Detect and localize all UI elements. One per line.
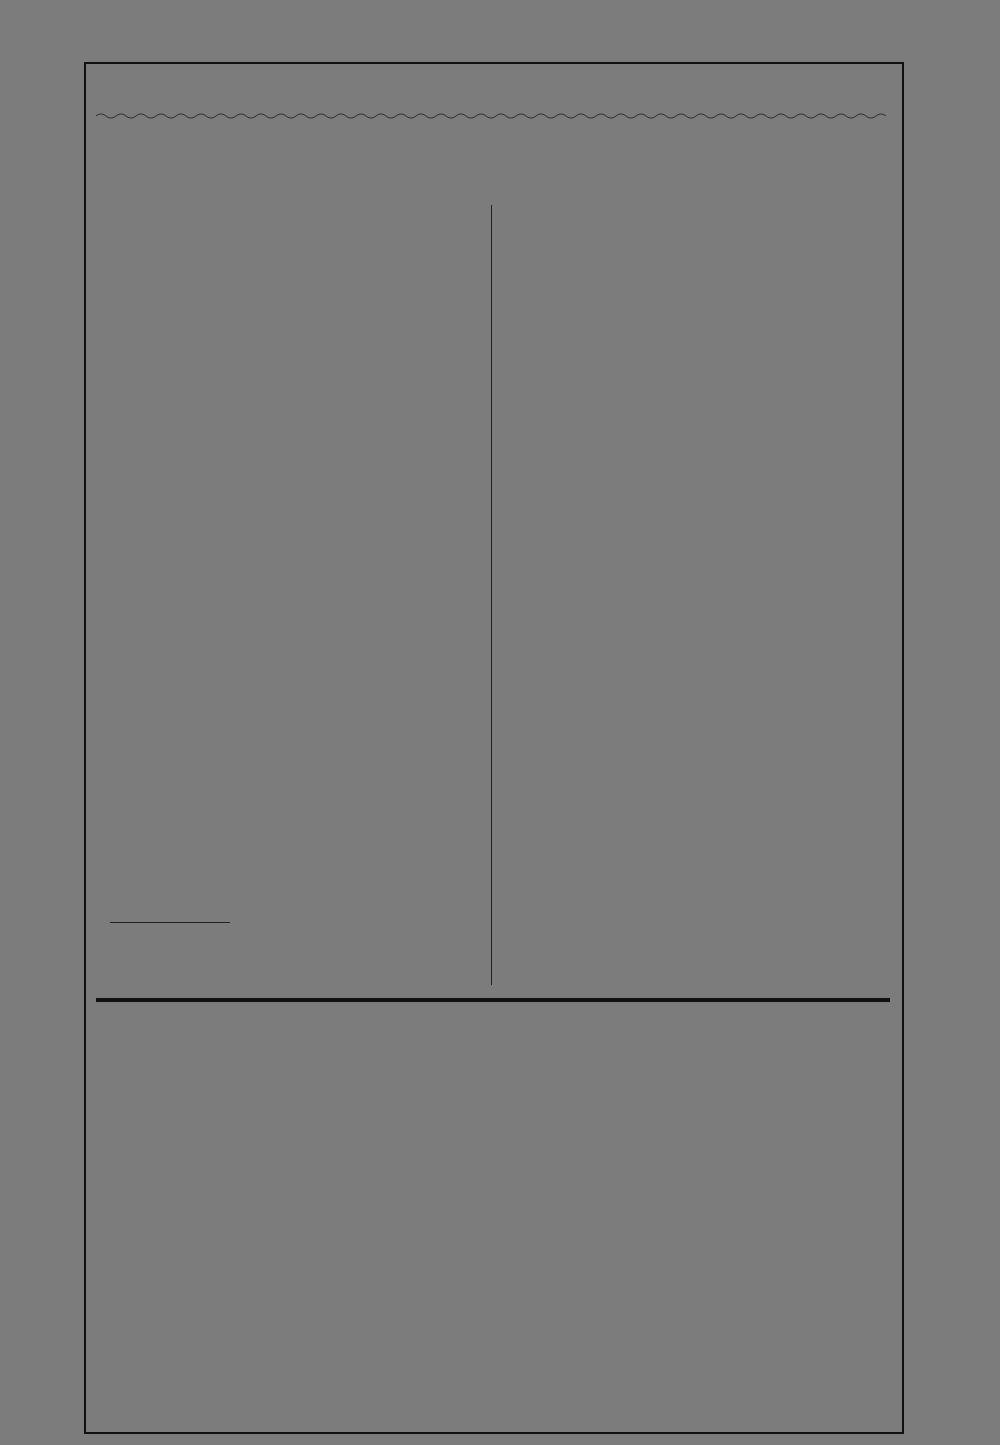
left-column	[96, 208, 486, 214]
table-top-rule	[96, 998, 890, 1002]
column-divider	[491, 205, 492, 985]
page-frame	[84, 62, 904, 1434]
wavy-rule	[96, 112, 892, 120]
right-column	[498, 205, 894, 217]
footnote-rule	[110, 922, 230, 923]
